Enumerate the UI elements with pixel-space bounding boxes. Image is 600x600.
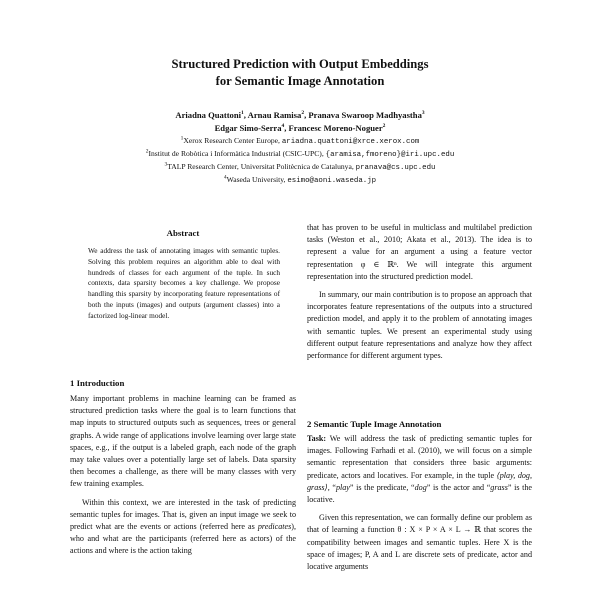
author-sup: 2 bbox=[301, 110, 305, 117]
author-name: Arnau Ramisa bbox=[247, 110, 302, 120]
affiliation-email[interactable]: esimo@aoni.waseda.jp bbox=[287, 177, 377, 185]
emphasis-text: play bbox=[335, 482, 350, 492]
affiliation-text: Institut de Robòtica i Informàtica Industrial (CSIC-UPC), bbox=[148, 149, 324, 158]
abstract-text: We address the task of annotating images with semantic tuples. Solving this problem requires an algorithm able to deal with hundreds of classes for each argument of the tuple. In such contexts, data sparsity becomes a key challenge. We propose handling this sparsity by incorporating feature representations of both the inputs (images) and outputs (argument classes) into a factorized log-linear model. bbox=[88, 246, 280, 320]
paper-title-line-2: for Semantic Image Annotation bbox=[215, 74, 385, 88]
author-sup: 4 bbox=[281, 123, 285, 130]
text-run: We will address the task of predicting semantic tuples for images. Following Farhadi et al. (2010), we will focus on a simple semantic representation that considers three basic arguments: predicate, actors and locatives. For example, in the tuple bbox=[307, 434, 532, 480]
right-column-body bbox=[307, 222, 532, 362]
author-line-1: Ariadna Quattoni$^1$, Arnau Ramisa$^2$, Pranava Swaroop Madhyastha$^3$ bbox=[175, 110, 425, 120]
affiliation-text: TALP Research Center, Universitat Politècnica de Catalunya, bbox=[167, 162, 354, 171]
text-run: , “ bbox=[327, 482, 336, 492]
author-name: Ariadna Quattoni bbox=[175, 110, 242, 120]
affiliation-3 bbox=[0, 162, 600, 174]
emphasis-text: grass bbox=[490, 482, 508, 492]
emphasis-text: predicates bbox=[257, 522, 292, 532]
text-run: ” is the predicate, “ bbox=[349, 482, 415, 492]
affiliation-text: Waseda University, bbox=[226, 175, 286, 184]
section-1-heading: 1 Introduction bbox=[70, 378, 125, 388]
affiliation-2 bbox=[0, 149, 600, 161]
left-column-body bbox=[70, 393, 296, 558]
affiliation-text: Xerox Research Center Europe, bbox=[183, 136, 280, 145]
author-name: Pranava Swaroop Madhyastha bbox=[308, 110, 422, 120]
task-label: Task: bbox=[307, 434, 327, 443]
author-sup: 1 bbox=[241, 110, 244, 117]
intro-paragraph-2 bbox=[70, 497, 296, 558]
author-sup: 3 bbox=[421, 110, 425, 117]
intro-paragraph-1: Many important problems in machine learning can be framed as structured prediction tasks where the goal is to learn functions that map inputs to structured outputs such as sequences, trees or general graphs. A wide range of applications involve learning over large state spaces, e.g., if the output is a labeled graph, each node of the graph may take values over a potentially large set of labels. Data sparsity then becomes a challenge, as there will be many classes with very few training examples. bbox=[70, 394, 296, 489]
emphasis-text: dog bbox=[414, 482, 427, 492]
affiliation-sup: 1 bbox=[180, 135, 184, 142]
tuple-example: ⟨play, dog, grass⟩ bbox=[307, 470, 532, 492]
affiliation-sup: 3 bbox=[164, 161, 168, 168]
author-name: Edgar Simo-Serra bbox=[214, 123, 282, 133]
abstract-heading: Abstract bbox=[166, 228, 200, 238]
text-run: ” is the locative. bbox=[307, 482, 533, 505]
affiliation-sup: 2 bbox=[145, 148, 149, 155]
affiliation-4 bbox=[0, 175, 600, 187]
affiliation-sup: 4 bbox=[223, 174, 227, 181]
text-run: ), who and what are the participants (referred here as actors) of the actions and where is the action taking bbox=[70, 522, 296, 556]
author-line-2: Edgar Simo-Serra$^4$, Francesc Moreno-Noguer$^2$ bbox=[214, 123, 386, 133]
text-run: Within this context, we are interested in the task of predicting semantic tuples for images. That is, given an input image we seek to predict what are the events or actions (referred here as bbox=[70, 497, 296, 532]
author-sup: 2 bbox=[382, 123, 386, 130]
section-2-body bbox=[307, 433, 532, 573]
paper-title-line-1: Structured Prediction with Output Embeddings bbox=[171, 57, 429, 71]
affiliation-email[interactable]: ariadna.quattoni@xrce.xerox.com bbox=[281, 138, 420, 146]
text-run: ” is the actor and “ bbox=[426, 482, 491, 492]
affiliation-1 bbox=[0, 136, 600, 148]
contribution-paragraph-cont: that has proven to be useful in multiclass and multilabel prediction tasks (Weston et al., 2010; Akata et al., 2013). The idea is to represent a value for an argument a using a feature vector representation φ ∈ ℝⁿ. We will integrate this argument representation into the structured prediction model. bbox=[307, 223, 532, 281]
section-2-heading: 2 Semantic Tuple Image Annotation bbox=[307, 419, 442, 429]
affiliation-email[interactable]: pranava@cs.upc.edu bbox=[355, 164, 436, 172]
summary-paragraph: In summary, our main contribution is to propose an approach that incorporates feature representations of the outputs into a structured prediction model, and apply it to the problem of annotating images with semantic tuples. We present an experimental study using different output feature representations and analyze how they affect performance for different argument types. bbox=[307, 290, 532, 361]
formal-definition-paragraph: Given this representation, we can formally define our problem as that of learning a function θ : X × P × A × L → ℝ that scores the compatibility between images and semantic tuples. Here X is the space of images; P, A and L are discrete sets of predicate, actor and locative arguments bbox=[307, 513, 532, 572]
task-paragraph bbox=[307, 433, 532, 506]
affiliation-email[interactable]: {aramisa,fmoreno}@iri.upc.edu bbox=[325, 151, 455, 159]
author-name: Francesc Moreno-Noguer bbox=[288, 123, 383, 133]
